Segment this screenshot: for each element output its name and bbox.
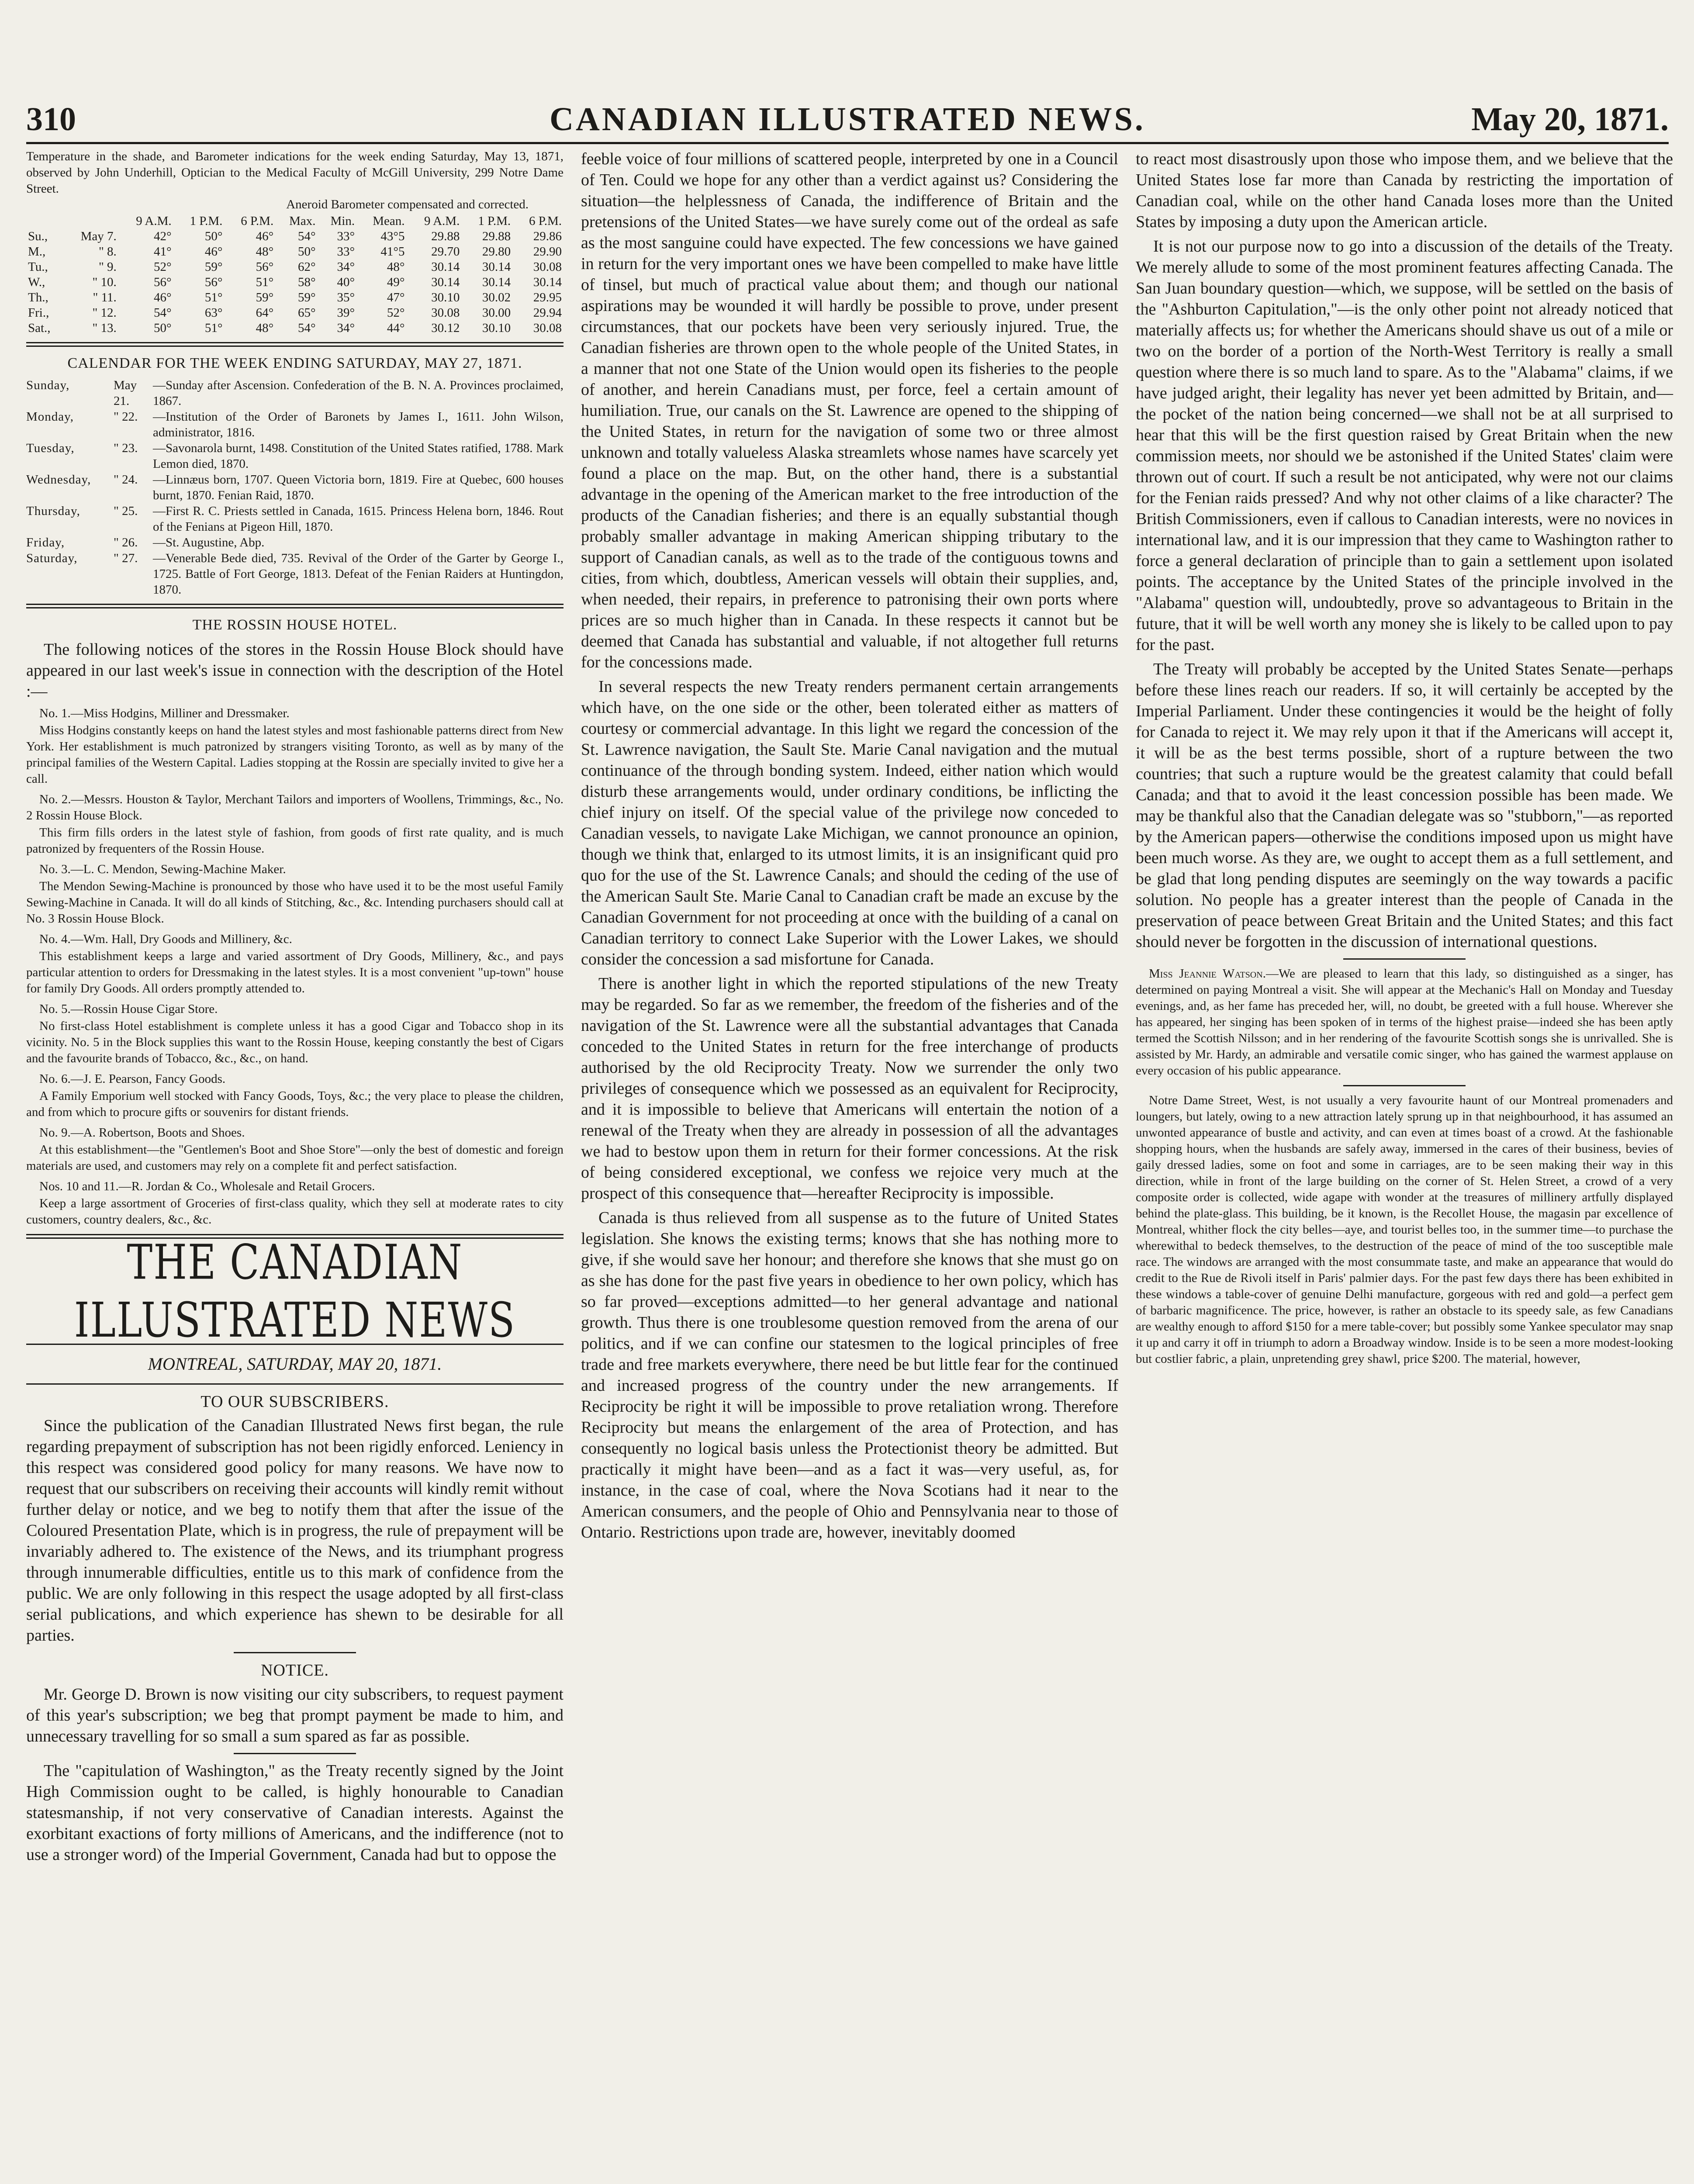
weather-rows (26, 229, 564, 336)
weather-cell: 51° (204, 321, 223, 335)
weather-cell: 30.08 (533, 260, 562, 274)
weather-row (26, 290, 564, 305)
weather-intro: Temperature in the shade, and Barometer indications for the week ending Saturday, May 13, 1871, observed by John Underhill, Optician to the Medical Faculty of McGill University, 299 Notre Dame Street. (26, 149, 564, 196)
calendar-num: May 21. (114, 378, 137, 408)
calendar-day: Monday, (26, 410, 74, 424)
weather-column-header: 9 A.M. (424, 214, 460, 228)
weather-cell: " 13. (92, 321, 117, 335)
weather-cell: 30.12 (431, 321, 460, 335)
weather-cell: 54° (154, 306, 172, 320)
subscribers-heading: TO OUR SUBSCRIBERS. (201, 1393, 389, 1411)
editorial-paragraph-8: The Treaty will probably be accepted by the United States Senate—perhaps before these lines reach our readers. If so, it will certainly be accepted by the Imperial Parliament. Under these contingencies it would be the height of folly for Canada to reject it. We may rely upon it that if the Americans will accept it, it will be as the best terms possible, short of a rupture between the two countries; that such a rupture would be the greatest calamity that could befall Canada; and that to avoid it the least concession possible has been made. We may be thankful also that the Canadian delegate was so "stubborn,"—as reported by the American papers—otherwise the conditions imposed upon us might have been much worse. As they are, we ought to accept them as a full settlement, and be glad that long pending disputes are seemingly on the way towards a pacific solution. No people has a greater interest than the people of Canada in the preservation of peace between Great Britain and the United States; and this fact should never be forgotten in the discussion of international questions. (1136, 660, 1673, 951)
weather-cell: 46° (256, 229, 274, 243)
calendar-text: —Sunday after Ascension. Confederation of the B. N. A. Provinces proclaimed, 1867. (153, 378, 564, 408)
weather-cell: 30.02 (482, 290, 511, 304)
weather-cell: 29.94 (533, 306, 562, 320)
calendar-day: Wednesday, (26, 473, 91, 487)
weather-cell: 34° (337, 260, 355, 274)
weather-cell: 29.95 (533, 290, 562, 304)
weather-cell: Fri., (28, 306, 49, 320)
rossin-heading: THE ROSSIN HOUSE HOTEL. (192, 617, 398, 633)
calendar-day: Thursday, (26, 504, 80, 518)
weather-cell: Sat., (28, 321, 51, 335)
masthead-title: THE CANADIAN ILLUSTRATED NEWS (74, 1234, 516, 1348)
weather-cell: 47° (387, 290, 405, 304)
weather-cell: 29.88 (482, 229, 511, 243)
weather-row (26, 229, 564, 244)
calendar-text: —Savonarola burnt, 1498. Constitution of the United States ratified, 1788. Mark Lemon died, 1870. (153, 441, 564, 471)
weather-cell: Th., (28, 290, 48, 304)
weather-cell: 46° (154, 290, 172, 304)
weather-row (26, 321, 564, 336)
store-description: The Mendon Sewing-Machine is pronounced by those who have used it to be the most useful Family Sewing-Machine in Canada. It will do all kinds of Stitching, &c., &c. Intending purchasers should call at No. 3 Rossin House Block. (26, 879, 564, 926)
weather-cell: 29.80 (482, 245, 511, 259)
weather-cell: 30.14 (482, 260, 511, 274)
calendar-num: " 27. (114, 551, 138, 565)
calendar-row (26, 535, 564, 550)
subscribers-text: Since the publication of the Canadian Illustrated News first began, the rule regarding prepayment of subscription has not been rigidly enforced. Leniency in this respect was considered good policy for many reasons. We have now to request that our subscribers on receiving their accounts will kindly remit without further delay or notice, and we beg to notify them that after the issue of the Coloured Presentation Plate, which is in progress, the rule of prepayment will be invariably adhered to. The existence of the News, and its triumphant progress through innumerable difficulties, entitle us to this mark of confidence from the public. We are only following in this respect the usage adopted by all first-class serial publications, and which experience has shewn to be desirable for all parties. (26, 1417, 564, 1645)
weather-cell: 65° (297, 306, 316, 320)
weather-cell: 48° (387, 260, 405, 274)
running-title: CANADIAN ILLUSTRATED NEWS. (550, 101, 1145, 138)
weather-cell: 48° (256, 321, 274, 335)
store-title: No. 3.—L. C. Mendon, Sewing-Machine Maker. (39, 862, 286, 876)
notre-dame-text: Notre Dame Street, West, is not usually a very favourite haunt of our Montreal promenaders and loungers, but lately, owing to a new attraction lately sprung up in that neighbourhood, it has assumed an unwonted appearance of bustle and activity, and can even at times boast of a crowd. At the fashionable shopping hours, when the husbands are safely away, immersed in the cares of their business, bevies of gaily dressed ladies, some on foot and some in carriages, are to be seen making their way in this direction, while in front of the large building on the corner of St. Helen Street, a crowd of a very composite order is collected, wide agape with wonder at the treasures of millinery artfully displayed behind the plate-glass. This building, be it known, is the Recollet House, the magasin par excellence of Montreal, whither flock the city belles—aye, and tourist belles too, in the summer time—to purchase the wherewithal to bedeck themselves, to the destruction of the peace of mind of the too susceptible male race. The windows are arranged with the most consummate taste, and make an appearance that would do credit to the Rue de Rivoli itself in Paris' palmier days. For the past few days there has been exhibited in these windows a table-cover of genuine Delhi manufacture, gorgeous with red and gold—a perfect gem of barbaric magnificence. The price, however, is rather an obstacle to its speedy sale, as few Canadians are wealthy enough to afford $150 for a mere table-cover; but possibly some Yankee speculator may snap it up and carry it off in triumph to adorn a Broadway window. Inside is to be seen a more modest-looking but costlier fabric, a plain, unpretending grey shawl, price $200. The material, however, (1136, 1093, 1673, 1366)
weather-cell: " 10. (92, 275, 117, 289)
weather-cell: 51° (204, 290, 223, 304)
weather-column-header: Min. (330, 214, 355, 228)
calendar-text: —Linnæus born, 1707. Queen Victoria born, 1819. Fire at Quebec, 600 houses burnt, 1870. Fenian Raid, 1870. (153, 473, 564, 502)
weather-cell: 29.90 (533, 245, 562, 259)
weather-cell: 39° (337, 306, 355, 320)
notre-dame-item (1136, 1092, 1673, 1367)
weather-column-header: 6 P.M. (529, 214, 562, 228)
jeannie-watson-item (1136, 966, 1673, 1079)
weather-header-row (26, 214, 564, 229)
weather-cell: 54° (297, 321, 316, 335)
notice-text: Mr. George D. Brown is now visiting our city subscribers, to request payment of this year's subscription; we beg that prompt payment be made to him, and unnecessary travelling for so small a sum spared as far as possible. (26, 1685, 564, 1745)
weather-cell: 64° (256, 306, 274, 320)
weather-cell: 63° (204, 306, 223, 320)
weather-cell: Su., (28, 229, 48, 243)
weather-table (26, 214, 564, 336)
calendar-row (26, 550, 564, 598)
store-description: This firm fills orders in the latest style of fashion, from goods of first rate quality, and is much patronized by frequenters of the Rossin House. (26, 826, 564, 856)
calendar-num: " 25. (114, 504, 138, 518)
weather-cell: 52° (387, 306, 405, 320)
calendar-row (26, 440, 564, 472)
weather-cell: 43°5 (380, 229, 405, 243)
calendar-num: " 22. (114, 410, 138, 424)
issue-date: May 20, 1871. (1471, 101, 1669, 138)
calendar-text: —Venerable Bede died, 735. Revival of the Order of the Garter by George I., 1725. Battle of Fort George, 1813. Defeat of the Fenian Raiders at Huntingdon, 1870. (153, 551, 564, 597)
weather-cell: 29.88 (431, 229, 460, 243)
page-header (26, 94, 1669, 144)
editorial-paragraph-3: In several respects the new Treaty renders permanent certain arrangements which have, on the one side or the other, been tolerated either as matters of courtesy or commercial advantage. In this light we regard the concession of the St. Lawrence navigation, the Sault Ste. Marie Canal navigation and the mutual continuance of the through bonding system. Indeed, either nation which would disturb these arrangements would, under ordinary conditions, be inflicting the chief injury on itself. Of the special value of the privilege now conceded to Canadian vessels, to navigate Lake Michigan, we cannot pronounce an opinion, though we think that, enlarged to its utmost limits, it is an insignificant quid pro quo for the use of the St. Lawrence Canals; and should the ceding of the use of the American Sault Ste. Marie Canal to Canadian craft be made an excuse by the Canadian Government for not proceeding at once with the building of a canal on Canadian territory to connect Lake Superior with the Lower Lakes, we should consider the concession a sad misfortune for Canada. (581, 677, 1118, 968)
calendar-table (26, 377, 564, 598)
notice-heading: NOTICE. (261, 1661, 329, 1679)
weather-cell: 59° (297, 290, 316, 304)
weather-cell: 30.08 (533, 321, 562, 335)
weather-cell: 30.10 (482, 321, 511, 335)
weather-cell: 56° (256, 260, 274, 274)
weather-cell: 33° (337, 245, 355, 259)
calendar-day: Friday, (26, 536, 65, 549)
weather-cell: " 8. (98, 245, 117, 259)
divider (234, 1753, 356, 1754)
weather-cell: Tu., (28, 260, 48, 274)
weather-cell: 41°5 (380, 245, 405, 259)
weather-cell: " 12. (92, 306, 117, 320)
calendar-day: Tuesday, (26, 441, 75, 455)
calendar-day: Sunday, (26, 378, 70, 392)
jeannie-watson-text: —We are pleased to learn that this lady, so distinguished as a singer, has determined on paying Montreal a visit. She will appear at the Mechanic's Hall on Monday and Tuesday evenings, and, as her fame has preceded her, will, no doubt, be greeted with a full house. Wherever she has appeared, her singing has been spoken of in terms of the highest praise—indeed she has been aptly termed the Scottish Nilsson; and in her rendering of the favourite Scottish songs she is unrivalled. She is assisted by Mr. Hardy, an admirable and versatile comic singer, who has gained the warmest applause on every occasion of his public appearance. (1136, 967, 1673, 1078)
weather-row (26, 275, 564, 290)
calendar-row (26, 377, 564, 409)
column-1 (26, 149, 564, 1869)
weather-cell: 35° (337, 290, 355, 304)
page-number: 310 (26, 101, 76, 138)
editorial-paragraph-2: feeble voice of four millions of scattered people, interpreted by one in a Council of Ten. Could we hope for any other than a verdict against us? Considering the situation—the helplessness of Canada, the indifference of Britain and the pretensions of the United States—we have surely come out of the ordeal as safe as the most sanguine could have expected. The few concessions we have gained in return for the very important ones we have been compelled to make have little of tinsel, but much of practical value about them; and though our national aspirations may be wounded it will hardly be possible to prove, under present circumstances, that our pockets have been very seriously injured. True, the Canadian fisheries are thrown open to the whole people of the United States, in a manner that not one State of the Union would open its fisheries to the people of another, and herein Canadians must, per force, feel a certain amount of humiliation. True, our canals on the St. Lawrence are opened to the shipping of the United States, in return for the navigation of some two or three almost unknown and totally valueless Alaska streamlets whose names have scarcely yet found a place on the map. But, on the other hand, there is a substantial advantage in the opening of the American market to the free introduction of the products of the Canadian fisheries; and there is an equally substantial though probably smaller advantage in making American shipping tributary to the support of Canadian canals, as well as to the trade of the contiguous towns and cities, from which, doubtless, American vessels will obtain their supplies, and, when needed, their repairs, in preference to patronising their own ports where prices are so much higher than in Canada. In these respects it cannot but be deemed that Canada has substantial and valuable, if not altogether full returns for the concessions made. (581, 150, 1118, 671)
weather-row (26, 244, 564, 259)
calendar-text: —Institution of the Order of Baronets by James I., 1611. John Wilson, administrator, 1816. (153, 410, 564, 439)
weather-cell: 59° (256, 290, 274, 304)
weather-cell: May 7. (80, 229, 117, 243)
weather-cell: 62° (297, 260, 316, 274)
calendar-row (26, 409, 564, 440)
weather-cell: 56° (154, 275, 172, 289)
weather-cell: 46° (204, 245, 223, 259)
calendar-text: —St. Augustine, Abp. (153, 536, 265, 549)
weather-cell: 34° (337, 321, 355, 335)
weather-cell: 51° (256, 275, 274, 289)
store-title: No. 2.—Messrs. Houston & Taylor, Merchant Tailors and importers of Woollens, Trimmings, &c., No. 2 Rossin House Block. (26, 792, 564, 822)
weather-cell: 30.10 (431, 290, 460, 304)
weather-cell: 48° (256, 245, 274, 259)
calendar-text: —First R. C. Priests settled in Canada, 1615. Princess Helena born, 1846. Rout of the Fenians at Pigeon Hill, 1870. (153, 504, 564, 534)
calendar-day: Saturday, (26, 551, 78, 565)
calendar-num: " 26. (114, 536, 138, 549)
divider (234, 1652, 356, 1653)
weather-cell: 40° (337, 275, 355, 289)
store-description: Keep a large assortment of Groceries of first-class quality, which they sell at moderate rates to city customers, country dealers, &c., &c. (26, 1196, 564, 1227)
weather-cell: 50° (297, 245, 316, 259)
weather-cell: " 9. (98, 260, 117, 274)
weather-cell: 30.14 (533, 275, 562, 289)
weather-cell: 50° (204, 229, 223, 243)
divider (1343, 1085, 1466, 1086)
weather-column-header: 9 A.M. (136, 214, 172, 228)
weather-column-header: Max. (289, 214, 316, 228)
weather-column-header (26, 214, 63, 229)
column-2 (581, 149, 1118, 1546)
weather-cell: 30.14 (482, 275, 511, 289)
divider (26, 342, 564, 347)
weather-cell: 30.00 (482, 306, 511, 320)
weather-cell: M., (28, 245, 46, 259)
store-title: No. 9.—A. Robertson, Boots and Shoes. (39, 1126, 245, 1140)
editorial-paragraph-7: It is not our purpose now to go into a discussion of the details of the Treaty. We merely allude to some of the most prominent features affecting Canada. The San Juan boundary question—which, we suppose, will be settled on the basis of the "Ashburton Capitulation,"—is the only other point not already noticed that materially affects us; for whether the Americans should shave us out of a mile or two on the border of a portion of the North-West Territory is really a small question where there is so much land to spare. As to the "Alabama" claims, if we have judged aright, their legality has never yet been admitted by Britain, and—the pocket of the nation being concerned—we shall not be at all surprised to hear that this will be the first question raised by Great Britain when the new commission meets, nor should we be astonished if the United States' claim were thrown out of court. If such a result be not anticipated, why were not our claims for the Fenian raids pressed? And why not other claims of a like character? The British Commissioners, even if callous to Canadian interests, were no novices in international law, and it is our impression that they came to Washington rather to force a general declaration of principle than to gain a settlement upon isolated points. The acceptance by the United States of the principle involved in the "Alabama" question will, undoubtedly, prove so advantageous to Britain in the future, that it will be well worth any money she is likely to be called upon to pay for the past. (1136, 237, 1673, 654)
weather-cell: 30.14 (431, 275, 460, 289)
store-description: At this establishment—the "Gentlemen's Boot and Shoe Store"—only the best of domestic and foreign materials are used, and customers may rely on a complete fit and perfect satisfaction. (26, 1143, 564, 1173)
weather-cell: 52° (154, 260, 172, 274)
weather-cell: 29.86 (533, 229, 562, 243)
store-description: This establishment keeps a large and varied assortment of Dry Goods, Millinery, &c., and pays particular attention to orders for Dressmaking in the latest styles. It is a most convenient "up-town" house for family Dry Goods. All orders promptly attended to. (26, 949, 564, 995)
divider (26, 604, 564, 608)
calendar-row (26, 503, 564, 535)
weather-column-header: 1 P.M. (190, 214, 223, 228)
jeannie-watson-name: Miss Jeannie Watson. (1149, 967, 1266, 981)
weather-cell: 42° (154, 229, 172, 243)
editorial-paragraph-4: There is another light in which the reported stipulations of the new Treaty may be regarded. So far as we remember, the freedom of the fisheries and of the navigation of the St. Lawrence were all the substantial advantages that Canada conceded to the United States in return for the free interchange of products authorised by the old Reciprocity Treaty. Now we surrender the only two privileges of consequence which we possessed as an equivalent for Reciprocity, and it is impossible to believe that Americans will entertain the notion of a renewal of the Treaty when they are already in possession of all the advantages we had to bestow upon them in return for their former concessions. At the risk of being considered exceptional, we confess we rejoice very much at the prospect of this consequence that—hereafter Reciprocity is impossible. (581, 975, 1118, 1203)
weather-cell: 59° (204, 260, 223, 274)
weather-cell: 33° (337, 229, 355, 243)
weather-cell: 29.70 (431, 245, 460, 259)
weather-cell: W., (28, 275, 45, 289)
editorial-paragraph-1: The "capitulation of Washington," as the Treaty recently signed by the Joint High Commission ought to be called, is highly honourable to Canadian statesmanship, if not very conservative of Canadian interests. Against the exorbitant exactions of forty millions of Americans, and the indifference (not to use a stronger word) of the Imperial Government, Canada had but to oppose the (26, 1762, 564, 1864)
calendar-num: " 23. (114, 441, 138, 455)
divider (1343, 958, 1466, 960)
weather-column-header: 1 P.M. (478, 214, 511, 228)
column-3 (1136, 149, 1673, 1372)
store-title: No. 1.—Miss Hodgins, Milliner and Dressmaker. (39, 706, 290, 720)
store-description: A Family Emporium well stocked with Fancy Goods, Toys, &c.; the very place to please the children, and from which to procure gifts or souvenirs for distant friends. (26, 1089, 564, 1119)
rossin-intro: The following notices of the stores in the Rossin House Block should have appeared in our last week's issue in connection with the description of the Hotel :— (26, 640, 564, 701)
weather-row (26, 305, 564, 321)
barometer-note: Aneroid Barometer compensated and corrected. (286, 197, 529, 211)
calendar-row (26, 472, 564, 503)
weather-column-header: 6 P.M. (241, 214, 274, 228)
weather-cell: 30.14 (431, 260, 460, 274)
calendar-num: " 24. (114, 473, 138, 487)
calendar-heading: CALENDAR FOR THE WEEK ENDING SATURDAY, MAY 27, 1871. (67, 355, 522, 371)
weather-cell: 54° (297, 229, 316, 243)
store-title: No. 6.—J. E. Pearson, Fancy Goods. (39, 1072, 226, 1086)
weather-column-header: Mean. (373, 214, 405, 228)
weather-cell: 50° (154, 321, 172, 335)
store-description: Miss Hodgins constantly keeps on hand the latest styles and most fashionable patterns direct from New York. Her establishment is much patronized by strangers visiting Toronto, as well as by many of the principal families of the Western Capital. Ladies stopping at the Rossin are specially invited to give her a call. (26, 723, 564, 786)
weather-cell: " 11. (93, 290, 117, 304)
store-title: No. 4.—Wm. Hall, Dry Goods and Millinery, &c. (39, 932, 292, 946)
store-description: No first-class Hotel establishment is complete unless it has a good Cigar and Tobacco shop in its vicinity. No. 5 in the Block supplies this want to the Rossin House, keeping constantly the best of Cigars and the favourite brands of Tobacco, &c., &c., on hand. (26, 1019, 564, 1065)
weather-cell: 44° (387, 321, 405, 335)
editorial-paragraph-6: to react most disastrously upon those who impose them, and we believe that the United States lose far more than Canada by restricting the importation of Canadian coal, while on the other hand Canada loses more than the United States by imposing a duty upon the American article. (1136, 150, 1673, 231)
weather-cell: 41° (154, 245, 172, 259)
store-title: Nos. 10 and 11.—R. Jordan & Co., Wholesale and Retail Grocers. (39, 1179, 375, 1193)
rossin-store-list (26, 705, 564, 1228)
masthead-dateline: MONTREAL, SATURDAY, MAY 20, 1871. (148, 1354, 442, 1374)
divider (26, 1383, 564, 1385)
store-title: No. 5.—Rossin House Cigar Store. (39, 1002, 218, 1016)
weather-cell: 56° (204, 275, 223, 289)
weather-cell: 30.08 (431, 306, 460, 320)
weather-cell: 58° (297, 275, 316, 289)
weather-cell: 49° (387, 275, 405, 289)
weather-row (26, 259, 564, 275)
weather-column-header (63, 214, 118, 229)
editorial-paragraph-5: Canada is thus relieved from all suspense as to the future of United States legislation. She knows the existing terms; knows that she has nothing more to give, if she would save her honour; and therefore she knows that she must go on as she has done for the past five years in obedience to her own policy, which has so far proved—exceptions admitted—to her general advantage and national growth. Thus there is one troublesome question removed from the arena of our politics, and if we can confine our statesmen to the logical principles of free trade and free markets everywhere, there need be but little fear for the continued and increased progress of the country under the new arrangements. If Reciprocity be right it will be impossible to prove retaliation wrong. Therefore Reciprocity but means the enlargement of the area of Protection, and has consequently no logical basis unless the Protectionist theory be admitted. But practically it might have been—and as a fact it was—very useful, as, for instance, in the case of coal, where the Nova Scotians had it near to the American consumers, and the people of Ohio and Pennsylvania near to those of Ontario. Restrictions upon trade are, however, inevitably doomed (581, 1209, 1118, 1541)
